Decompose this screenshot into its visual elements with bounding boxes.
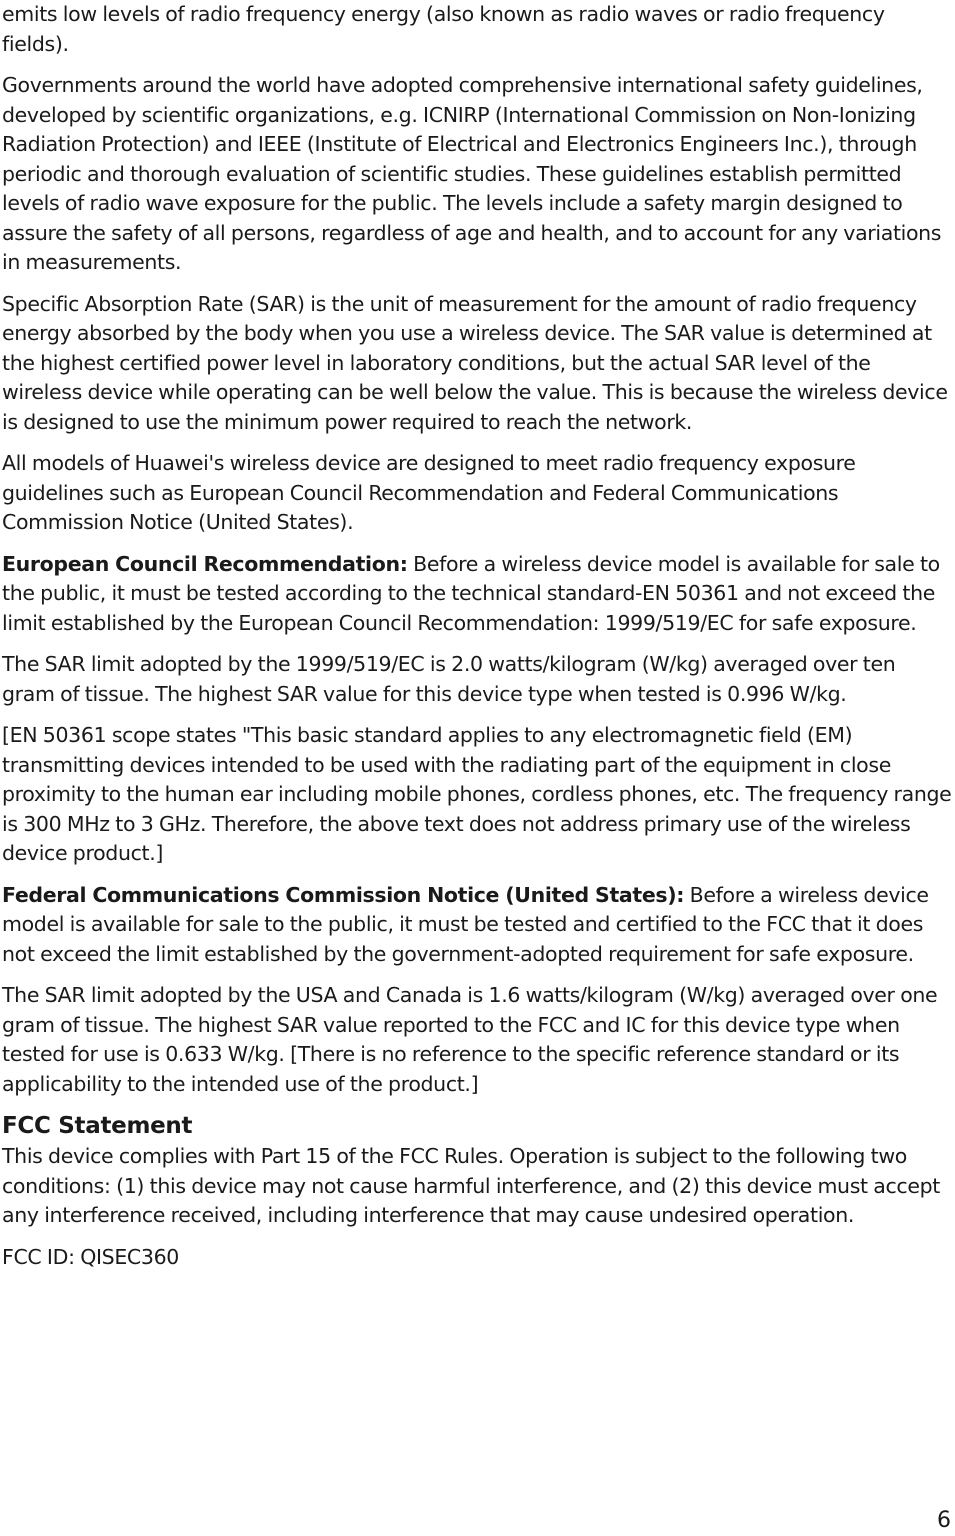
paragraph-fcc-notice	[2, 881, 952, 970]
paragraph-text: The SAR limit adopted by the USA and Canada is 1.6 watts/kilogram (W/kg) averaged over one gram of tissue. The highest SAR value reported to the FCC and IC for this device type when tested for use is 0.633 W/kg. [There is no reference to the specific reference standard or its applicability to the intended use of the product.]	[2, 983, 938, 1096]
paragraph-text: Specific Absorption Rate (SAR) is the unit of measurement for the amount of radio frequency energy absorbed by the body when you use a wireless device. The SAR value is determined at the highest certified power level in laboratory conditions, but the actual SAR level of the wireless device while operating can be well below the value. This is because the wireless device is designed to use the minimum power required to reach the network.	[2, 291, 948, 434]
paragraph-en50361-scope	[2, 721, 952, 869]
paragraph-eu-sar-limit	[2, 650, 952, 709]
paragraph-text: Before a wireless device model is available for sale to the public, it must be tested according to the technical standard-EN 50361 and not exceed the limit established by the European Council Recommendation: 1999/519/EC for safe exposure.	[2, 551, 940, 635]
paragraph-text: The SAR limit adopted by the 1999/519/EC is 2.0 watts/kilogram (W/kg) averaged over ten gram of tissue. The highest SAR value for this device type when tested is 0.996 W/kg.	[2, 652, 896, 706]
paragraph-huawei-models	[2, 449, 952, 538]
fcc-statement-text: This device complies with Part 15 of the FCC Rules. Operation is subject to the following two conditions: (1) this device may not cause harmful interference, and (2) this device must accept any interference received, including interference that may cause undesired operation.	[2, 1144, 940, 1227]
paragraph-european-council	[2, 550, 952, 639]
fcc-statement-heading: FCC Statement	[2, 1113, 193, 1139]
paragraph-lead: Federal Communications Commission Notice (United States):	[2, 882, 685, 907]
paragraph-rf-energy	[2, 0, 952, 59]
document-page	[2, 0, 952, 1284]
paragraph-text: Before a wireless device model is available for sale to the public, it must be tested and certified to the FCC that it does not exceed the limit established by the government-adopted requirement for safe exposure.	[2, 882, 929, 966]
paragraph-text: emits low levels of radio frequency energy (also known as radio waves or radio frequency fields).	[2, 2, 885, 56]
page-number: 6	[937, 1508, 951, 1533]
paragraph-text: [EN 50361 scope states "This basic standard applies to any electromagnetic field (EM) transmitting devices intended to be used with the radiating part of the equipment in close proximity to the human ear including mobile phones, cordless phones, etc. The frequency range is 300 MHz to 3 GHz. Therefore, the above text does not address primary use of the wireless device product.]	[2, 723, 952, 865]
paragraph-text: All models of Huawei's wireless device are designed to meet radio frequency exposure guidelines such as European Council Recommendation and Federal Communications Commission Notice (United States).	[2, 451, 856, 534]
paragraph-safety-guidelines	[2, 71, 952, 278]
paragraph-lead: European Council Recommendation:	[2, 551, 408, 576]
paragraph-sar-definition	[2, 290, 952, 438]
fcc-id: FCC ID: QISEC360	[2, 1244, 179, 1269]
paragraph-us-sar-limit	[2, 981, 952, 1099]
paragraph-text: Governments around the world have adopted comprehensive international safety guidelines, developed by scientific organizations, e.g. ICNIRP (International Commission on Non-Ionizing Radiation Protection) and IEEE (Institute of Electrical and Electronics Engineers Inc.), through periodic and thorough evaluation of scientific studies. These guidelines establish permitted levels of radio wave exposure for the public. The levels include a safety margin designed to assure the safety of all persons, regardless of age and health, and to account for any variations in measurements.	[2, 73, 942, 274]
